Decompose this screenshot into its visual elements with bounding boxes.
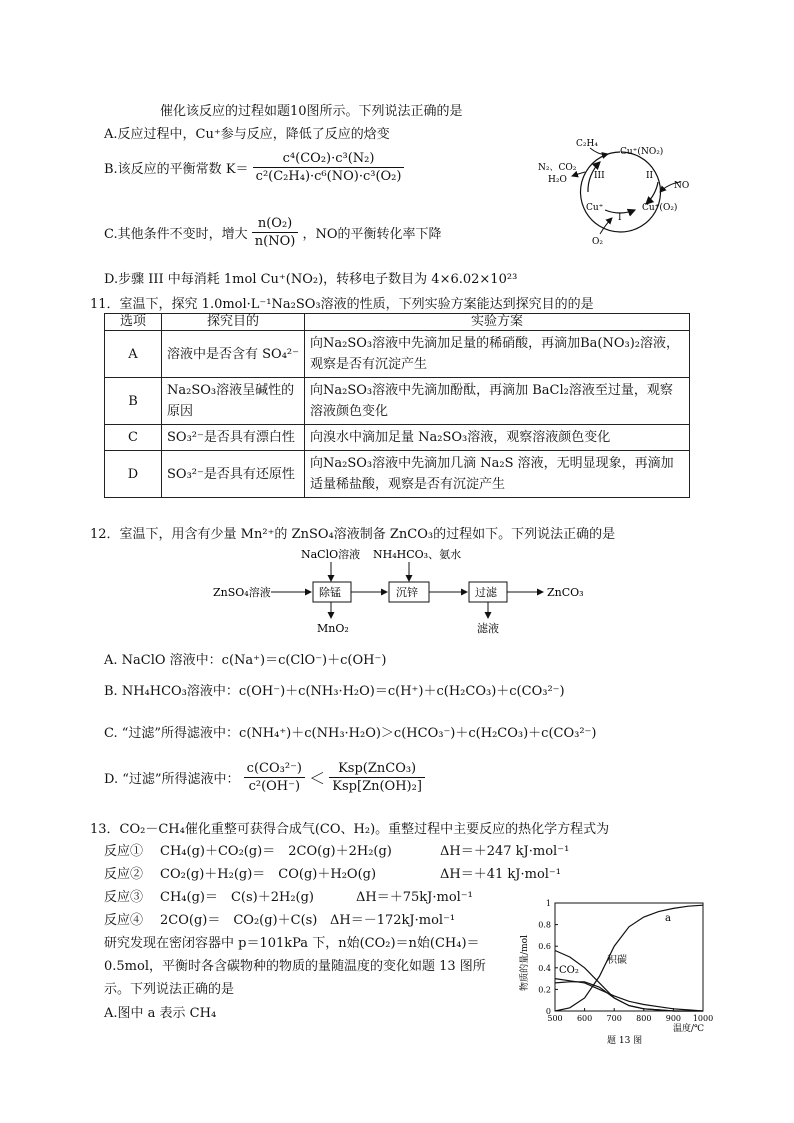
flow-out1: MnO₂ <box>317 622 349 635</box>
q12-d-fraction-right <box>329 760 425 795</box>
chart-label-a: a <box>665 913 671 924</box>
q10-b-fraction <box>253 150 405 185</box>
series-line-1 <box>555 982 703 1011</box>
reaction-3-dh: ΔH＝＋75kJ·mol⁻¹ <box>356 890 473 905</box>
q11-row-d-plan: 向Na₂SO₃溶液中先滴加几滴 Na₂S 溶液，无明显现象，再滴加适量稀盐酸，观察是否有沉淀产生 <box>305 451 690 498</box>
q12-d-prefix: D. “过滤”所得滤液中： <box>104 772 240 787</box>
table-row <box>105 378 690 425</box>
y-tick-label: 1 <box>545 899 551 908</box>
q13-title: 13．CO₂－CH₄催化重整可获得合成气(CO、H₂)。重整过程中主要反应的热化学方程式为 <box>90 822 610 837</box>
y-tick-label: 0.4 <box>538 963 551 973</box>
q10-catalytic-cycle-diagram <box>530 132 710 250</box>
q13-text-3: 示。下列说法正确的是 <box>104 982 235 997</box>
q12-option-a: A. NaClO 溶液中：c(Na⁺)＝c(ClO⁻)＋c(OH⁻) <box>104 653 387 668</box>
y-tick-label: 0.2 <box>538 985 551 995</box>
cycle-step1: I <box>618 213 622 223</box>
cycle-cu-no2: Cu⁺(NO₂) <box>620 147 664 157</box>
y-tick-label: 0.6 <box>538 942 551 952</box>
q10-intro: 催化该反应的过程如题10图所示。下列说法正确的是 <box>160 104 463 119</box>
q10-option-a: A.反应过程中，Cu⁺参与反应，降低了反应的焓变 <box>104 127 390 142</box>
flow-end: ZnCO₃ <box>547 586 584 599</box>
q10-c-suffix: ，NO的平衡转化率下降 <box>302 227 442 242</box>
x-tick-label: 800 <box>636 1014 652 1023</box>
reaction-1-dh: ΔH＝＋247 kJ·mol⁻¹ <box>440 844 570 859</box>
cycle-c2h4: C₂H₄ <box>576 139 598 149</box>
q11-row-b-option: B <box>105 378 162 425</box>
reaction-1-equation: CH₄(g)＋CO₂(g)＝ 2CO(g)＋2H₂(g) <box>160 844 392 859</box>
reaction-4-label: 反应④ <box>104 913 144 928</box>
cycle-step3: III <box>594 171 605 181</box>
q12-d-numerator: c(CO₃²⁻) <box>244 760 305 778</box>
q12-flow-diagram <box>205 546 605 638</box>
table-row <box>105 451 690 498</box>
chart-label-carbon: 积碳 <box>607 955 627 966</box>
flow-start: ZnSO₄溶液 <box>213 586 271 599</box>
q11-row-c-goal: SO₃²⁻是否具有漂白性 <box>162 425 305 451</box>
table-row <box>105 331 690 378</box>
flow-reagent2: NH₄HCO₃、氨水 <box>373 548 462 561</box>
x-tick-label: 500 <box>547 1014 563 1023</box>
reaction-3-equation: CH₄(g)＝ C(s)＋2H₂(g) <box>160 890 315 905</box>
q10-option-d: D.步骤 III 中每消耗 1mol Cu⁺(NO₂)，转移电子数目为 4×6.02×10²³ <box>104 272 518 287</box>
y-tick-label: 0 <box>545 1007 551 1016</box>
q10-option-c <box>104 215 442 250</box>
reaction-4-equation: 2CO(g)＝ CO₂(g)＋C(s) <box>160 913 318 928</box>
reaction-2-label: 反应② <box>104 867 144 882</box>
series-line-3 <box>555 951 703 1012</box>
flow-out3: 滤液 <box>477 622 499 635</box>
cycle-products-1: N₂、CO₂ <box>538 163 577 173</box>
q11-row-a-option: A <box>105 331 162 378</box>
q11-row-a-plan: 向Na₂SO₃溶液中先滴加足量的稀硝酸，再滴加Ba(NO₃)₂溶液，观察是否有沉淀产生 <box>305 331 690 378</box>
reaction-row <box>104 840 664 863</box>
o2-in-arrow <box>600 218 612 234</box>
q11-row-b-plan: 向Na₂SO₃溶液中先滴加酚酞，再滴加 BaCl₂溶液至过量，观察溶液颜色变化 <box>305 378 690 425</box>
reaction-2-equation: CO₂(g)＋H₂(g)＝ CO(g)＋H₂O(g) <box>160 867 377 882</box>
reaction-row <box>104 863 664 886</box>
cycle-no: NO <box>674 181 690 191</box>
flow-box3-label: 过滤 <box>475 586 497 599</box>
cycle-products-2: H₂O <box>548 175 567 185</box>
x-tick-label: 900 <box>665 1014 682 1023</box>
x-tick-label: 1000 <box>692 1014 714 1023</box>
q11-row-a-goal: 溶液中是否含有 SO₄²⁻ <box>162 331 305 378</box>
cycle-arrow-ii <box>646 182 658 204</box>
cycle-step2: II <box>646 171 654 181</box>
reaction-2-dh: ΔH＝＋41 kJ·mol⁻¹ <box>440 867 562 882</box>
chart-xlabel: 温度/℃ <box>673 1024 705 1034</box>
q13-text-2: 0.5mol，平衡时各含碳物种的物质的量随温度的变化如题 13 图所 <box>104 959 486 974</box>
q11-row-b-goal: Na₂SO₃溶液呈碱性的原因 <box>162 378 305 425</box>
q12-option-d <box>104 760 425 795</box>
q12-d-denominator: c²(OH⁻) <box>248 779 301 794</box>
q12-option-c: C. “过滤”所得滤液中：c(NH₄⁺)＋c(NH₃·H₂O)＞c(HCO₃⁻)＋c(H₂CO₃)＋c(CO₃²⁻) <box>104 726 597 741</box>
q10-c-denominator: n(NO) <box>254 234 296 249</box>
q12-d-operator: ＜ <box>309 769 326 788</box>
cycle-cu-o2: Cu⁺(O₂) <box>642 203 678 213</box>
flow-box1-label: 除锰 <box>319 586 341 599</box>
flow-box2-label: 沉锌 <box>396 586 418 599</box>
reaction-3-label: 反应③ <box>104 890 144 905</box>
q11-title: 11．室温下，探究 1.0mol·L⁻¹Na₂SO₃溶液的性质，下列实验方案能达到探究目的的是 <box>90 297 594 312</box>
q12-title: 12．室温下，用含有少量 Mn²⁺的 ZnSO₄溶液制备 ZnCO₃的过程如下。下列说法正确的是 <box>90 527 616 542</box>
q11-row-d-goal: SO₃²⁻是否具有还原性 <box>162 451 305 498</box>
q13-text-1: 研究发现在密闭容器中 p＝101kPa 下，n始(CO₂)＝n始(CH₄)＝ <box>104 936 480 951</box>
cycle-o2: O₂ <box>592 237 603 247</box>
q11-table <box>104 313 690 498</box>
q12-d-denominator2: Ksp[Zn(OH)₂] <box>332 779 422 794</box>
q11-header-goal: 探究目的 <box>162 314 305 331</box>
q10-c-numerator: n(O₂) <box>252 215 299 233</box>
x-tick-label: 600 <box>576 1014 593 1023</box>
reaction-1-label: 反应① <box>104 844 144 859</box>
q11-row-d-option: D <box>105 451 162 498</box>
chart-frame <box>555 903 703 1011</box>
q11-row-c-plan: 向溴水中滴加足量 Na₂SO₃溶液，观察溶液颜色变化 <box>305 425 690 451</box>
reaction-4-dh: ΔH＝－172kJ·mol⁻¹ <box>330 913 456 928</box>
q12-option-b: B. NH₄HCO₃溶液中：c(OH⁻)＋c(NH₃·H₂O)＝c(H⁺)＋c(H₂CO₃)＋c(CO₃²⁻) <box>104 684 565 699</box>
y-tick-label: 0.8 <box>538 920 551 930</box>
q13-chart <box>515 893 715 1045</box>
series-line-0 <box>555 905 703 1011</box>
q10-b-prefix: B.该反应的平衡常数 K＝ <box>104 162 249 177</box>
cycle-cu: Cu⁺ <box>586 203 604 213</box>
q11-header-plan: 实验方案 <box>305 314 690 331</box>
q13-option-a: A.图中 a 表示 CH₄ <box>104 1006 217 1021</box>
chart-ylabel: 物质的量/mol <box>520 935 530 991</box>
chart-title: 题 13 图 <box>607 1036 643 1045</box>
x-tick-label: 700 <box>606 1014 622 1023</box>
q12-d-numerator2: Ksp(ZnCO₃) <box>329 760 425 778</box>
flow-reagent1: NaClO溶液 <box>301 548 361 561</box>
q11-row-c-option: C <box>105 425 162 451</box>
q12-d-fraction-left <box>244 760 305 795</box>
q10-b-denominator: c²(C₂H₄)·c⁶(NO)·c³(O₂) <box>255 169 402 184</box>
q10-c-fraction <box>252 215 299 250</box>
table-row <box>105 425 690 451</box>
q10-option-b <box>104 150 404 185</box>
chart-label-co2: CO₂ <box>559 965 579 976</box>
q11-table-header <box>105 314 690 331</box>
q10-b-numerator: c⁴(CO₂)·c³(N₂) <box>253 150 405 168</box>
q11-header-option: 选项 <box>105 314 162 331</box>
q10-c-prefix: C.其他条件不变时，增大 <box>104 227 248 242</box>
